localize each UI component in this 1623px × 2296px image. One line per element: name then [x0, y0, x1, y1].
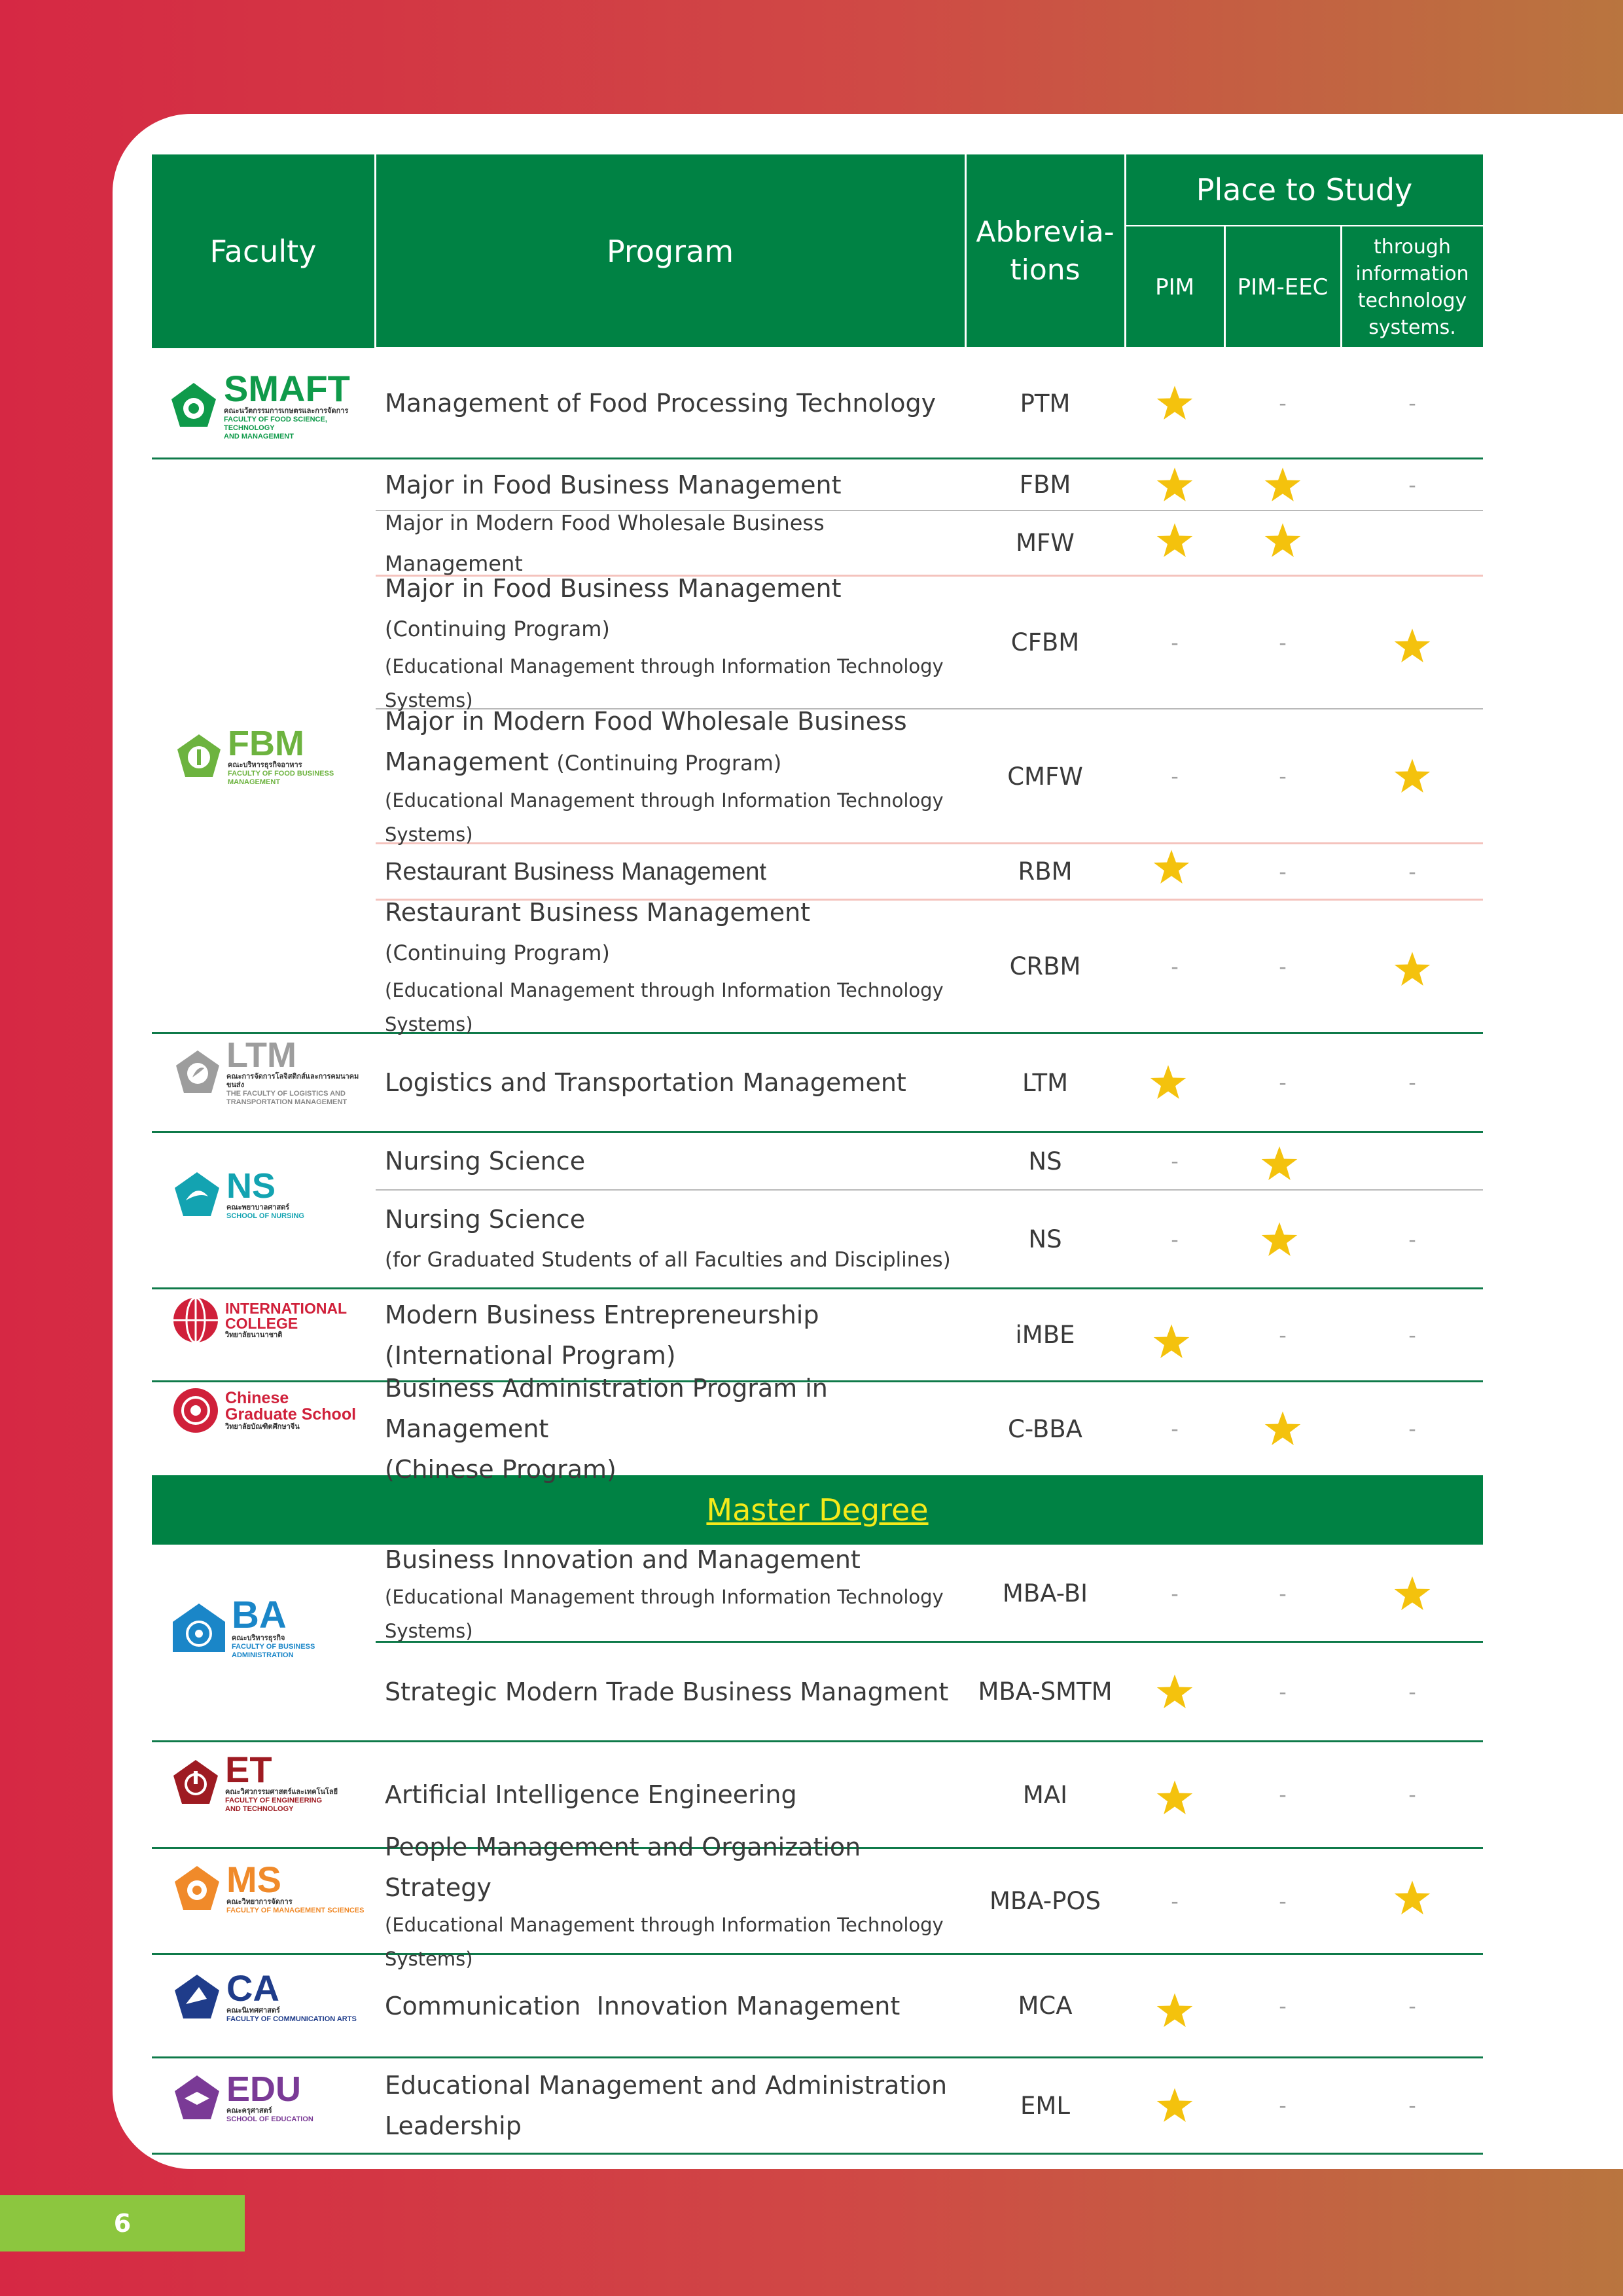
ca-emblem-icon — [173, 1973, 221, 2021]
header-pim-eec: PIM-EEC — [1237, 274, 1329, 300]
smaft-name: SMAFT — [224, 368, 350, 409]
ms-gear-icon — [173, 1864, 221, 1912]
cgs-line1: Chinese — [225, 1388, 289, 1407]
dash: - — [1171, 630, 1179, 655]
program-text: Strategic Modern Trade Business Managment — [385, 1677, 949, 1706]
abbr-mai: MAI — [1022, 1780, 1068, 1809]
header-divider — [374, 154, 376, 348]
star-icon — [1342, 710, 1483, 842]
program-text: Management of Food Processing Technology — [385, 389, 936, 418]
program-ns — [385, 1133, 965, 1189]
program-text: Communication Innovation Management — [385, 1991, 901, 2020]
dash: - — [1408, 1679, 1416, 1704]
ltm-en1: THE FACULTY OF LOGISTICS AND — [226, 1090, 346, 1098]
ic-line2: COLLEGE — [225, 1314, 298, 1332]
program-subtext: (Continuing Program) — [385, 616, 610, 641]
ic-line1: INTERNATIONAL — [225, 1299, 348, 1317]
star-icon — [1126, 459, 1224, 510]
dash: - — [1279, 391, 1287, 416]
row-separator — [152, 2153, 1483, 2155]
cgs-thai: วิทยาลัยบัณฑิตศึกษาจีน — [225, 1422, 300, 1431]
star-icon — [1342, 901, 1483, 1038]
header-divider — [1126, 225, 1483, 226]
edu-en: SCHOOL OF EDUCATION — [226, 2115, 313, 2123]
et-name: ET — [225, 1748, 272, 1790]
star-icon — [1126, 349, 1224, 457]
header-divider — [1224, 226, 1226, 348]
fbm-en: FACULTY OF FOOD BUSINESS MANAGEMENT — [228, 769, 334, 786]
star-icon — [1126, 511, 1224, 570]
smaft-thai: คณะนวัตกรรมการเกษตรและการจัดการ — [224, 407, 349, 415]
dash: - — [1279, 1993, 1287, 2018]
dash: - — [1408, 1782, 1416, 1807]
star-icon — [1126, 844, 1217, 890]
program-text: Major in Modern Food Wholesale Business Management — [385, 510, 825, 576]
logo-chinese-graduate-school — [171, 1381, 374, 1440]
program-ltm — [385, 1034, 965, 1131]
dash: - — [1171, 1581, 1179, 1606]
logo-et — [171, 1746, 374, 1818]
program-text: Logistics and Transportation Management — [385, 1068, 906, 1097]
abbr-eml: EML — [1020, 2091, 1070, 2120]
cgs-flower-icon — [171, 1386, 220, 1435]
abbr-ltm: LTM — [1022, 1068, 1069, 1097]
star-icon — [1342, 1546, 1483, 1641]
header-faculty: Faculty — [209, 234, 317, 269]
abbr-mba-smtm: MBA-SMTM — [978, 1677, 1113, 1706]
dash: - — [1279, 1581, 1287, 1606]
header-divider — [1340, 226, 1342, 348]
star-icon — [1126, 1955, 1224, 2066]
ba-ship-wheel-icon — [171, 1602, 226, 1653]
star-icon — [1225, 1382, 1340, 1475]
star-icon — [1225, 1133, 1334, 1194]
et-en1: FACULTY OF ENGINEERING — [225, 1796, 323, 1804]
ic-emblem-icon — [171, 1296, 220, 1344]
logo-edu — [173, 2062, 376, 2134]
edu-name: EDU — [226, 2070, 302, 2109]
program-cfbm — [385, 573, 965, 711]
abbr-cfbm: CFBM — [1010, 628, 1080, 656]
abbr-crbm: CRBM — [1009, 952, 1081, 980]
dash: - — [1279, 764, 1287, 789]
program-subtext: (Continuing Program) — [556, 751, 782, 776]
ba-thai: คณะบริหารธุรกิจ — [232, 1634, 285, 1642]
dash: - — [1171, 954, 1179, 979]
ba-name: BA — [232, 1593, 287, 1636]
dash: - — [1279, 1782, 1287, 1807]
fbm-emblem-icon — [175, 732, 223, 780]
abbr-mba-bi: MBA-BI — [1002, 1579, 1088, 1607]
logo-international-college — [171, 1291, 374, 1350]
smaft-en1: FACULTY OF FOOD SCIENCE, TECHNOLOGY — [224, 416, 327, 432]
star-icon — [1126, 2058, 1224, 2153]
edu-emblem-icon — [173, 2073, 221, 2122]
abbr-rbm: RBM — [1018, 857, 1073, 886]
program-text: Leadership — [385, 2111, 522, 2140]
star-icon — [1126, 1296, 1217, 1387]
header-place-to-study: Place to Study — [1196, 172, 1413, 207]
abbr-fbm: FBM — [1019, 471, 1071, 499]
dash: - — [1279, 1888, 1287, 1914]
program-imbe — [385, 1289, 965, 1380]
dash: - — [1279, 2093, 1287, 2118]
ic-thai: วิทยาลัยนานาชาติ — [225, 1331, 283, 1339]
program-text: Nursing Science — [385, 1147, 586, 1175]
dash: - — [1171, 764, 1179, 789]
abbr-cbba: C-BBA — [1008, 1414, 1082, 1443]
star-icon — [1342, 577, 1483, 715]
smaft-en2: AND MANAGEMENT — [224, 433, 294, 440]
header-program: Program — [606, 234, 734, 269]
abbr-ns: NS — [1028, 1147, 1062, 1175]
program-cbba — [385, 1374, 965, 1484]
logo-ns — [173, 1158, 369, 1230]
dash: - — [1408, 1416, 1416, 1441]
program-text: Major in Food Business Management — [385, 573, 842, 603]
logo-ca — [173, 1961, 376, 2033]
program-subtext: (Continuing Program) — [385, 940, 610, 965]
star-icon — [1126, 1742, 1224, 1854]
dash: - — [1279, 630, 1287, 655]
program-text: People Management and Organization Strategy — [385, 1832, 861, 1902]
master-degree-banner: Master Degree — [152, 1475, 1483, 1545]
ltm-name: LTM — [226, 1035, 296, 1075]
logo-fbm — [175, 720, 372, 792]
program-subtext: (for Graduated Students of all Faculties and Disciplines) — [385, 1247, 951, 1272]
star-icon — [1126, 1643, 1224, 1740]
dash: - — [1279, 954, 1287, 979]
program-mba-pos — [385, 1832, 965, 1970]
ns-thai: คณะพยาบาลศาสตร์ — [226, 1204, 290, 1211]
star-icon — [1225, 1191, 1334, 1287]
program-cmfw — [385, 707, 965, 846]
edu-thai: คณะครุศาสตร์ — [226, 2107, 272, 2115]
et-thai: คณะวิศวกรรมศาสตร์และเทคโนโลยี — [225, 1787, 338, 1796]
program-text: Management — [385, 747, 557, 776]
ns-emblem-icon — [173, 1170, 221, 1219]
star-icon — [1126, 1034, 1211, 1131]
program-text: Nursing Science — [385, 1204, 586, 1234]
et-power-icon — [171, 1758, 220, 1806]
abbr-imbe: iMBE — [1015, 1321, 1075, 1349]
dash: - — [1408, 472, 1416, 497]
program-mba-smtm — [385, 1643, 965, 1740]
program-crbm — [385, 897, 965, 1035]
dash: - — [1408, 1070, 1416, 1095]
logo-ba — [171, 1592, 374, 1664]
program-text: (Chinese Program) — [385, 1455, 616, 1484]
header-abbreviations — [966, 154, 1124, 348]
logo-ltm — [174, 1033, 370, 1111]
dash: - — [1171, 1888, 1179, 1914]
header-it-line1: through — [1374, 236, 1451, 259]
program-note: (Educational Management through Information Technology Systems) — [385, 978, 944, 1035]
program-text: (International Program) — [385, 1340, 676, 1370]
abbr-mfw: MFW — [1016, 529, 1075, 557]
et-en2: AND TECHNOLOGY — [225, 1804, 294, 1813]
program-note: (Educational Management through Information Technology Systems) — [385, 1585, 944, 1642]
header-it-line2: information — [1355, 262, 1469, 285]
program-text: Modern Business Entrepreneurship — [385, 1300, 819, 1329]
header-abbrev-line1: Abbrevia- — [976, 215, 1115, 249]
logo-ms — [173, 1852, 376, 1924]
abbr-mba-pos: MBA-POS — [989, 1887, 1101, 1915]
ltm-thai: คณะการจัดการโลจิสติกส์และการคมนาคมขนส่ง — [226, 1073, 359, 1089]
dash: - — [1171, 1227, 1179, 1252]
program-mba-bi — [385, 1546, 965, 1641]
program-ns-graduated — [385, 1191, 965, 1287]
star-icon — [1225, 459, 1340, 510]
header-divider — [965, 154, 967, 348]
dash: - — [1408, 2093, 1416, 2118]
page-number: 6 — [0, 2195, 245, 2251]
star-icon — [1342, 1849, 1483, 1947]
ca-name: CA — [226, 1967, 279, 2009]
ns-name: NS — [226, 1166, 276, 1206]
header-abbrev-line2: tions — [1010, 253, 1080, 287]
ca-en: FACULTY OF COMMUNICATION ARTS — [226, 2015, 357, 2023]
program-eml — [385, 2058, 965, 2153]
program-text: Educational Management and Administration — [385, 2071, 948, 2100]
fbm-name: FBM — [228, 723, 304, 763]
header-it-systems — [1342, 226, 1483, 348]
dash: - — [1408, 1322, 1416, 1348]
program-mfw — [385, 511, 965, 575]
star-icon — [1225, 511, 1340, 570]
ms-thai: คณะวิทยาการจัดการ — [226, 1898, 293, 1906]
ltm-en2: TRANSPORTATION MANAGEMENT — [226, 1098, 348, 1106]
dash: - — [1408, 1993, 1416, 2018]
ns-en: SCHOOL OF NURSING — [226, 1212, 304, 1220]
ba-en: FACULTY OF BUSINESS ADMINISTRATION — [232, 1642, 315, 1659]
header-it-line4: systems. — [1368, 316, 1456, 339]
dash: - — [1408, 1227, 1416, 1252]
dash: - — [1279, 1322, 1287, 1348]
program-ptm — [385, 349, 965, 457]
cgs-line2: Graduate School — [225, 1405, 357, 1424]
dash: - — [1279, 1679, 1287, 1704]
program-text: Business Innovation and Management — [385, 1545, 861, 1574]
ms-en: FACULTY OF MANAGEMENT SCIENCES — [226, 1907, 365, 1914]
program-text-line2 — [385, 742, 965, 783]
logo-smaft — [169, 367, 378, 445]
program-text: Restaurant Business Management — [385, 897, 811, 927]
abbr-ptm: PTM — [1020, 389, 1071, 418]
abbr-cmfw: CMFW — [1007, 762, 1083, 791]
dash: - — [1408, 859, 1416, 884]
program-text: Artificial Intelligence Engineering — [385, 1780, 797, 1809]
abbr-mca: MCA — [1018, 1992, 1073, 2020]
program-text: Major in Modern Food Wholesale Business — [385, 707, 907, 736]
ltm-emblem-icon — [174, 1049, 221, 1096]
abbr-ns-graduated: NS — [1028, 1225, 1062, 1253]
program-note: (Educational Management through Information Technology Systems) — [385, 789, 944, 846]
program-note: (Educational Management through Information Technology Systems) — [385, 655, 944, 711]
smaft-emblem-icon — [169, 381, 219, 431]
ms-name: MS — [226, 1859, 281, 1900]
program-note: (Educational Management through Information Technology Systems) — [385, 1913, 944, 1970]
dash: - — [1408, 391, 1416, 416]
ca-thai: คณะนิเทศศาสตร์ — [226, 2007, 280, 2015]
dash: - — [1279, 859, 1287, 884]
program-mca — [385, 1955, 965, 2056]
program-text: Restaurant Business Management — [385, 857, 766, 886]
program-text: Business Administration Program in Management — [385, 1374, 828, 1443]
header-divider — [1124, 154, 1126, 348]
fbm-thai: คณะบริหารธุรกิจอาหาร — [228, 761, 302, 769]
program-rbm — [385, 844, 965, 899]
dash: - — [1171, 1149, 1179, 1174]
header-pim: PIM — [1155, 274, 1194, 300]
dash: - — [1171, 1416, 1179, 1441]
program-text: Major in Food Business Management — [385, 470, 842, 499]
dash: - — [1279, 1070, 1287, 1095]
header-it-line3: technology — [1357, 289, 1467, 312]
